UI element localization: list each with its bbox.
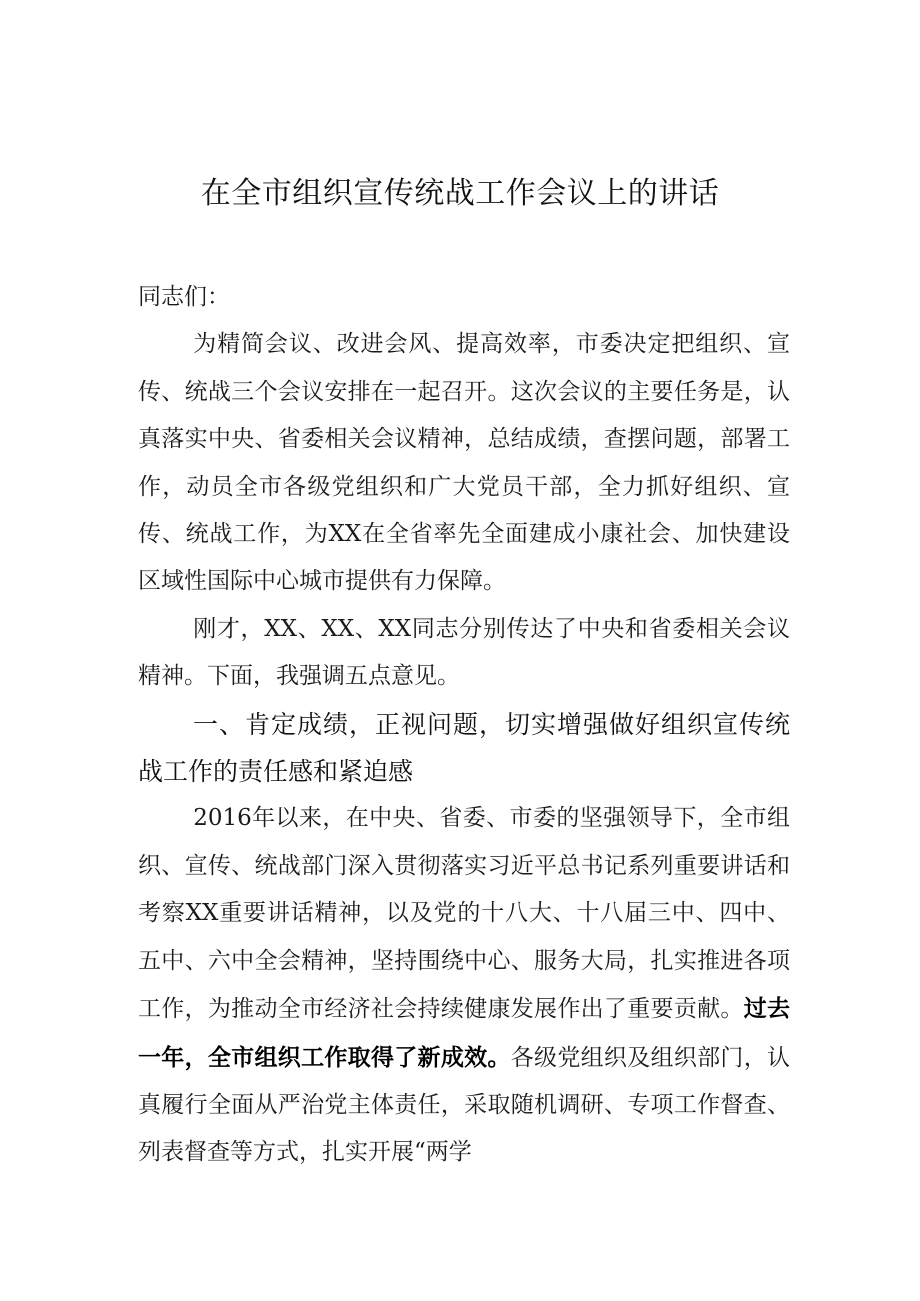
document-title: 在全市组织宣传统战工作会议上的讲话 bbox=[200, 176, 720, 211]
section-heading-1: 一、肯定成绩，正视问题，切实增强做好组织宣传统战工作的责任感和紧迫感 bbox=[138, 709, 790, 787]
paragraph-agenda: 刚才，XX、XX、XX同志分别传达了中央和省委相关会议精神。下面，我强调五点意见。 bbox=[138, 615, 790, 690]
salutation: 同志们： bbox=[138, 284, 230, 310]
paragraph-achievements bbox=[138, 795, 790, 1176]
paragraph-achievements-bold: 过去一年，全市组织工作取得了新成效。 bbox=[138, 995, 791, 1071]
paragraph-intro: 为精简会议、改进会风、提高效率，市委决定把组织、宣传、统战三个会议安排在一起召开。这次会议的主要任务是，认真落实中央、省委相关会议精神，总结成绩，查摆问题，部署工作，动员全市各级党组织和广大党员干部，全力抓好组织、宣传、统战工作，为XX在全省率先全面建成小康社会、加快建设区域性国际中心城市提供有力保障。 bbox=[138, 331, 790, 595]
paragraph-achievements-end: 各级党组织及组织部门，认真履行全面从严治党主体责任，采取随机调研、专项工作督查、列表督查等方式，扎实开展“两学 bbox=[138, 1044, 791, 1166]
document-body bbox=[138, 274, 790, 1177]
paragraph-achievements-start: 2016年以来，在中央、省委、市委的坚强领导下，全市组织、宣传、统战部门深入贯彻落实习近平总书记系列重要讲话和考察XX重要讲话精神，以及党的十八大、十八届三中、四中、五中、六中全会精神，坚持围绕中心、服务大局，扎实推进各项工作，为推动全市经济社会持续健康发展作出了重要贡献。 bbox=[138, 805, 790, 1023]
